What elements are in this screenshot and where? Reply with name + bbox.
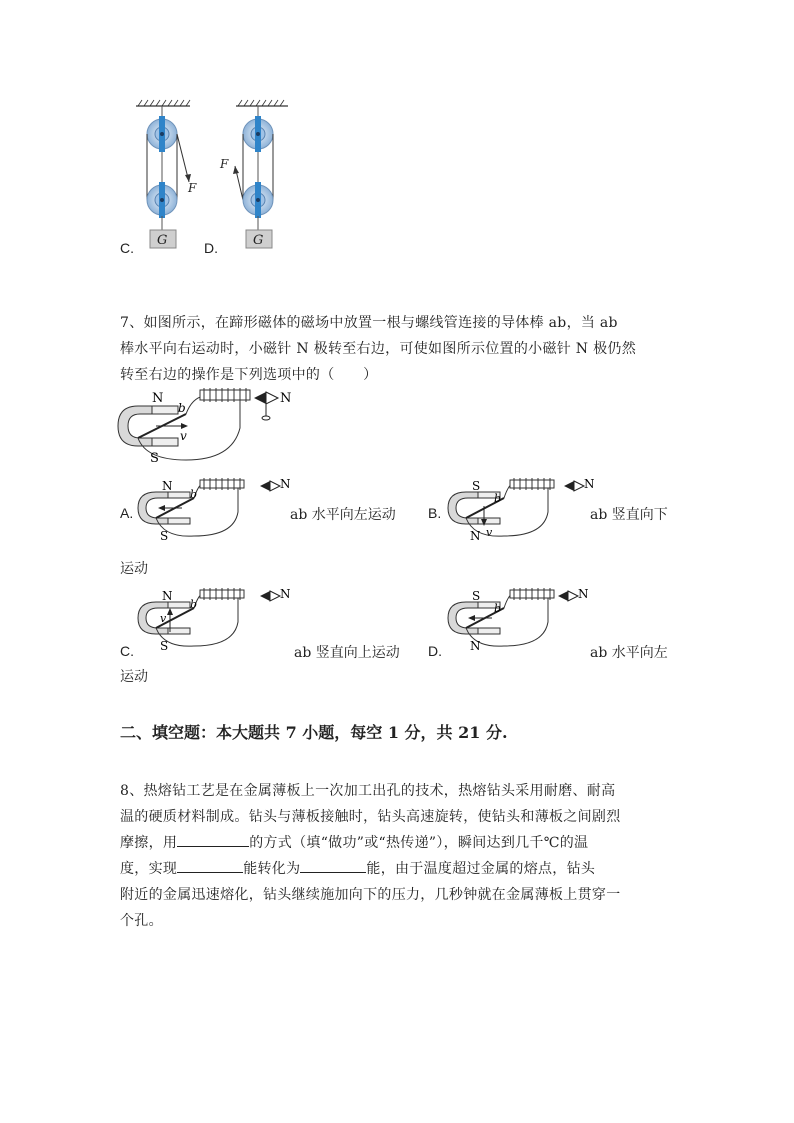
velocity-v-label: v [180, 429, 187, 443]
option-d-bottom-pole: N [470, 639, 481, 653]
q7-option-d-figure [444, 586, 604, 656]
q7-option-c-text: ab 竖直向上运动 [294, 645, 400, 661]
force-label-f: F [188, 181, 197, 195]
option-a-bottom-pole: S [160, 529, 169, 543]
q8-line-3 [120, 830, 680, 856]
magnet-n-label: N [152, 391, 164, 406]
q6-option-d-label: D. [204, 240, 218, 256]
svg-text:N: N [280, 477, 291, 491]
answer-blank-1[interactable] [177, 832, 249, 847]
force-label-f: F [220, 157, 229, 171]
q7-main-figure [116, 388, 306, 470]
option-c-top-pole: N [162, 589, 173, 603]
q6-option-c-label: C. [120, 240, 134, 256]
q8-text-4c: 能，由于温度超过金属的熔点，钻头 [366, 861, 596, 877]
q7-option-d-text: ab 水平向左 [590, 645, 668, 661]
svg-text:N: N [280, 587, 291, 601]
compass-needle [254, 392, 266, 404]
option-d-top-pole: S [472, 589, 481, 603]
q8-line-4 [120, 856, 680, 882]
q7-line-2: 棒水平向右运动时，小磁针 N 极转至右边，可使如图所示位置的小磁针 N 极仍然 [120, 341, 636, 357]
answer-blank-2[interactable] [177, 858, 243, 873]
q8-line-5: 附近的金属迅速熔化，钻头继续施加向下的压力，几秒钟就在金属薄板上贯穿一 [120, 887, 621, 903]
svg-text:v: v [160, 612, 167, 625]
q8-text-3b: 的方式（填“做功”或“热传递”），瞬间达到几千℃的温 [249, 835, 589, 851]
q7-option-b-text: ab 竖直向下 [590, 507, 668, 523]
needle-n-label: N [280, 391, 292, 406]
q7-option-b-text-continued: 运动 [120, 561, 148, 577]
q7-line-1: 7、如图所示，在蹄形磁体的磁场中放置一根与螺线管连接的导体棒 ab，当 ab [120, 315, 618, 331]
magnet-s-label: S [150, 451, 159, 466]
svg-text:N: N [584, 477, 595, 491]
svg-text:b: b [494, 602, 502, 615]
q7-question [120, 310, 680, 388]
section-2-title: 二、填空题：本大题共 7 小题，每空 1 分，共 21 分. [120, 723, 508, 742]
q7-option-a-text: ab 水平向左运动 [290, 507, 396, 523]
bar-b-label: b [178, 401, 186, 415]
q8-text-3a: 摩擦，用 [120, 835, 178, 851]
svg-text:v: v [486, 526, 493, 539]
answer-blank-3[interactable] [300, 858, 366, 873]
q7-option-c-label: C. [120, 643, 134, 659]
q7-line-3: 转至右边的操作是下列选项中的（ ） [120, 367, 378, 383]
q8-question [120, 778, 680, 934]
q8-line-2: 温的硬质材料制成。钻头与薄板接触时，钻头高速旋转，使钻头和薄板之间剧烈 [120, 809, 621, 825]
option-c-bottom-pole: S [160, 639, 169, 653]
q7-option-b-figure [444, 476, 604, 546]
q7-option-d-text-continued: 运动 [120, 669, 148, 685]
q7-option-d-label: D. [428, 643, 442, 659]
q7-option-a-figure [134, 476, 294, 546]
svg-text:b: b [190, 598, 198, 611]
q7-option-a-label: A. [120, 505, 134, 521]
weight-label-g: G [157, 233, 168, 248]
weight-label-g: G [253, 233, 264, 248]
q8-text-4a: 度，实现 [120, 861, 178, 877]
svg-text:b: b [494, 492, 502, 505]
svg-text:N: N [578, 587, 589, 601]
svg-text:b: b [190, 488, 198, 501]
q8-line-1: 8、热熔钻工艺是在金属薄板上一次加工出孔的技术，热熔钻头采用耐磨、耐高 [120, 783, 616, 799]
q7-option-c-figure [134, 586, 294, 656]
pulley-figure-c [132, 96, 204, 256]
pulley-figure-d [216, 96, 288, 256]
option-b-top-pole: S [472, 479, 481, 493]
q8-line-6: 个孔。 [120, 913, 163, 929]
q8-text-4b: 能转化为 [243, 861, 301, 877]
option-a-top-pole: N [162, 479, 173, 493]
q7-option-b-label: B. [428, 505, 442, 521]
option-b-bottom-pole: N [470, 529, 481, 543]
